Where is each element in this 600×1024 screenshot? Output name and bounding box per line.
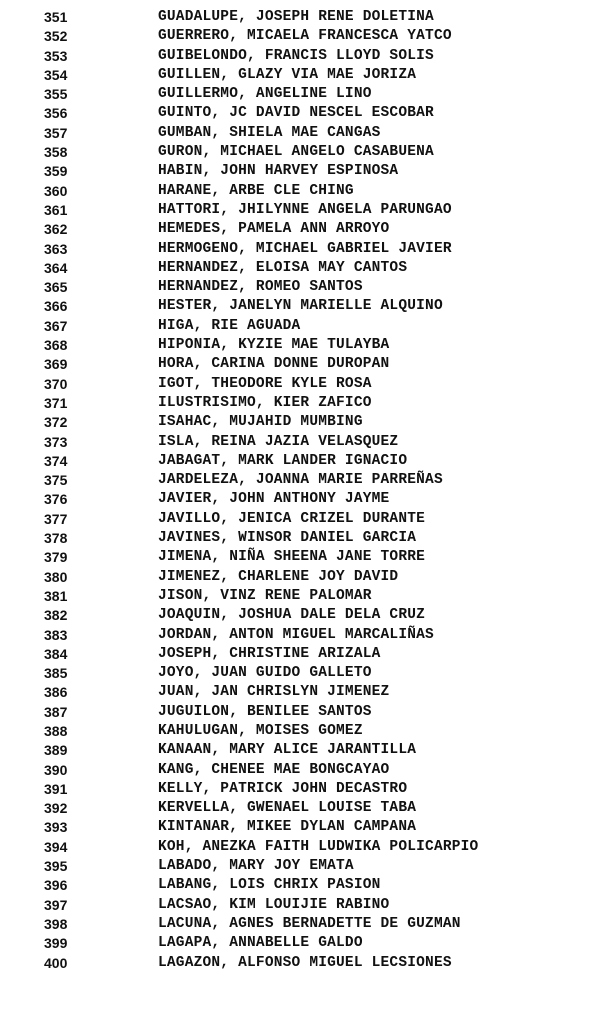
entry-number: 396 — [44, 877, 68, 894]
list-item — [0, 297, 600, 316]
entry-name: JUAN, JAN CHRISLYN JIMENEZ — [158, 684, 390, 701]
entry-number: 370 — [44, 375, 68, 392]
entry-number: 364 — [44, 259, 68, 276]
list-item — [0, 838, 600, 857]
entry-name: HERMOGENO, MICHAEL GABRIEL JAVIER — [158, 240, 452, 257]
list-item — [0, 104, 600, 123]
entry-number: 378 — [44, 530, 68, 547]
list-item — [0, 568, 600, 587]
list-item — [0, 162, 600, 181]
entry-number: 394 — [44, 838, 68, 855]
entry-name: JORDAN, ANTON MIGUEL MARCALIÑAS — [158, 626, 434, 643]
list-item — [0, 799, 600, 818]
list-item — [0, 240, 600, 259]
list-item — [0, 529, 600, 548]
list-item — [0, 27, 600, 46]
list-item — [0, 626, 600, 645]
list-item — [0, 548, 600, 567]
list-item — [0, 761, 600, 780]
entry-name: HIPONIA, KYZIE MAE TULAYBA — [158, 337, 390, 354]
entry-name: KANAAN, MARY ALICE JARANTILLA — [158, 742, 417, 759]
entry-name: JIMENA, NIÑA SHEENA JANE TORRE — [158, 549, 426, 566]
list-item — [0, 47, 600, 66]
entry-name: KANG, CHENEE MAE BONGCAYAO — [158, 761, 390, 778]
list-item — [0, 471, 600, 490]
entry-number: 385 — [44, 665, 68, 682]
entry-name: LABANG, LOIS CHRIX PASION — [158, 877, 381, 894]
entry-name: GUILLERMO, ANGELINE LINO — [158, 86, 372, 103]
entry-number: 377 — [44, 510, 68, 527]
entry-name: ISAHAC, MUJAHID MUMBING — [158, 414, 363, 431]
list-item — [0, 317, 600, 336]
entry-number: 388 — [44, 722, 68, 739]
entry-name: KERVELLA, GWENAEL LOUISE TABA — [158, 800, 417, 817]
entry-number: 352 — [44, 28, 68, 45]
list-item — [0, 220, 600, 239]
list-item — [0, 452, 600, 471]
entry-name: JAVIER, JOHN ANTHONY JAYME — [158, 491, 390, 508]
list-item — [0, 954, 600, 973]
entry-name: HORA, CARINA DONNE DUROPAN — [158, 356, 390, 373]
list-item — [0, 683, 600, 702]
entry-number: 397 — [44, 896, 68, 913]
list-item — [0, 66, 600, 85]
entry-number: 375 — [44, 472, 68, 489]
list-item — [0, 490, 600, 509]
entry-number: 359 — [44, 163, 68, 180]
entry-name: LAGAZON, ALFONSO MIGUEL LECSIONES — [158, 954, 452, 971]
entry-number: 383 — [44, 626, 68, 643]
entry-number: 379 — [44, 549, 68, 566]
entry-name: ISLA, REINA JAZIA VELASQUEZ — [158, 433, 399, 450]
entry-number: 356 — [44, 105, 68, 122]
entry-name: JOSEPH, CHRISTINE ARIZALA — [158, 645, 381, 662]
entry-name: JISON, VINZ RENE PALOMAR — [158, 587, 372, 604]
entry-number: 387 — [44, 703, 68, 720]
entry-number: 354 — [44, 66, 68, 83]
list-item — [0, 375, 600, 394]
entry-name: LAGAPA, ANNABELLE GALDO — [158, 935, 363, 952]
list-item — [0, 182, 600, 201]
entry-number: 390 — [44, 761, 68, 778]
entry-number: 372 — [44, 414, 68, 431]
entry-name: GUINTO, JC DAVID NESCEL ESCOBAR — [158, 105, 434, 122]
entry-number: 395 — [44, 858, 68, 875]
list-item — [0, 394, 600, 413]
entry-name: JOYO, JUAN GUIDO GALLETO — [158, 665, 372, 682]
entry-name: GUERRERO, MICAELA FRANCESCA YATCO — [158, 28, 452, 45]
entry-name: LACSAO, KIM LOUIJIE RABINO — [158, 896, 390, 913]
list-item — [0, 278, 600, 297]
entry-name: HATTORI, JHILYNNE ANGELA PARUNGAO — [158, 201, 452, 218]
entry-number: 361 — [44, 201, 68, 218]
entry-name: KINTANAR, MIKEE DYLAN CAMPANA — [158, 819, 417, 836]
list-item — [0, 8, 600, 27]
list-item — [0, 259, 600, 278]
entry-name: JARDELEZA, JOANNA MARIE PARREÑAS — [158, 472, 443, 489]
entry-number: 393 — [44, 819, 68, 836]
entry-name: HABIN, JOHN HARVEY ESPINOSA — [158, 163, 399, 180]
entry-number: 360 — [44, 182, 68, 199]
list-item — [0, 896, 600, 915]
entry-name: LABADO, MARY JOY EMATA — [158, 858, 354, 875]
entry-number: 376 — [44, 491, 68, 508]
entry-name: KELLY, PATRICK JOHN DECASTRO — [158, 780, 408, 797]
entry-name: JABAGAT, MARK LANDER IGNACIO — [158, 452, 408, 469]
entry-name: GUIBELONDO, FRANCIS LLOYD SOLIS — [158, 47, 434, 64]
list-item — [0, 664, 600, 683]
entry-number: 371 — [44, 394, 68, 411]
entry-number: 365 — [44, 279, 68, 296]
list-item — [0, 143, 600, 162]
entry-number: 398 — [44, 915, 68, 932]
entry-number: 373 — [44, 433, 68, 450]
entry-name: JAVILLO, JENICA CRIZEL DURANTE — [158, 510, 426, 527]
entry-name: JAVINES, WINSOR DANIEL GARCIA — [158, 530, 417, 547]
entry-number: 392 — [44, 800, 68, 817]
list-item — [0, 780, 600, 799]
entry-number: 355 — [44, 86, 68, 103]
entry-name: ILUSTRISIMO, KIER ZAFICO — [158, 394, 372, 411]
entry-number: 351 — [44, 9, 68, 25]
list-item — [0, 703, 600, 722]
list-item — [0, 413, 600, 432]
list-item — [0, 915, 600, 934]
entry-name: KOH, ANEZKA FAITH LUDWIKA POLICARPIO — [158, 838, 479, 855]
entry-number: 389 — [44, 742, 68, 759]
list-item — [0, 336, 600, 355]
entry-name: HEMEDES, PAMELA ANN ARROYO — [158, 221, 390, 238]
entry-name: JOAQUIN, JOSHUA DALE DELA CRUZ — [158, 607, 426, 624]
entry-number: 366 — [44, 298, 68, 315]
entry-name: KAHULUGAN, MOISES GOMEZ — [158, 722, 363, 739]
list-item — [0, 201, 600, 220]
entry-number: 386 — [44, 684, 68, 701]
entry-number: 382 — [44, 607, 68, 624]
entry-number: 380 — [44, 568, 68, 585]
entry-name: HARANE, ARBE CLE CHING — [158, 182, 354, 199]
entry-number: 400 — [44, 954, 68, 971]
entry-name: JUGUILON, BENILEE SANTOS — [158, 703, 372, 720]
list-item — [0, 818, 600, 837]
list-item — [0, 124, 600, 143]
entry-name: HESTER, JANELYN MARIELLE ALQUINO — [158, 298, 443, 315]
list-item — [0, 741, 600, 760]
entry-name: HERNANDEZ, ELOISA MAY CANTOS — [158, 259, 408, 276]
entry-number: 384 — [44, 645, 68, 662]
entry-name: IGOT, THEODORE KYLE ROSA — [158, 375, 372, 392]
list-item — [0, 857, 600, 876]
entry-name: GUADALUPE, JOSEPH RENE DOLETINA — [158, 9, 434, 25]
list-item — [0, 606, 600, 625]
list-item — [0, 85, 600, 104]
list-item — [0, 934, 600, 953]
entry-number: 357 — [44, 124, 68, 141]
entry-number: 368 — [44, 337, 68, 354]
name-list — [0, 8, 600, 973]
list-item — [0, 355, 600, 374]
entry-number: 363 — [44, 240, 68, 257]
entry-name: HIGA, RIE AGUADA — [158, 317, 301, 334]
list-item — [0, 510, 600, 529]
entry-number: 362 — [44, 221, 68, 238]
entry-number: 399 — [44, 935, 68, 952]
entry-number: 353 — [44, 47, 68, 64]
entry-name: JIMENEZ, CHARLENE JOY DAVID — [158, 568, 399, 585]
entry-number: 374 — [44, 452, 68, 469]
entry-number: 358 — [44, 144, 68, 161]
entry-number: 391 — [44, 780, 68, 797]
entry-name: LACUNA, AGNES BERNADETTE DE GUZMAN — [158, 915, 461, 932]
list-item — [0, 587, 600, 606]
entry-name: GURON, MICHAEL ANGELO CASABUENA — [158, 144, 434, 161]
entry-name: HERNANDEZ, ROMEO SANTOS — [158, 279, 363, 296]
list-item — [0, 433, 600, 452]
list-item — [0, 876, 600, 895]
list-item — [0, 722, 600, 741]
list-item — [0, 645, 600, 664]
entry-name: GUMBAN, SHIELA MAE CANGAS — [158, 124, 381, 141]
entry-number: 367 — [44, 317, 68, 334]
entry-number: 369 — [44, 356, 68, 373]
entry-name: GUILLEN, GLAZY VIA MAE JORIZA — [158, 66, 417, 83]
entry-number: 381 — [44, 587, 68, 604]
